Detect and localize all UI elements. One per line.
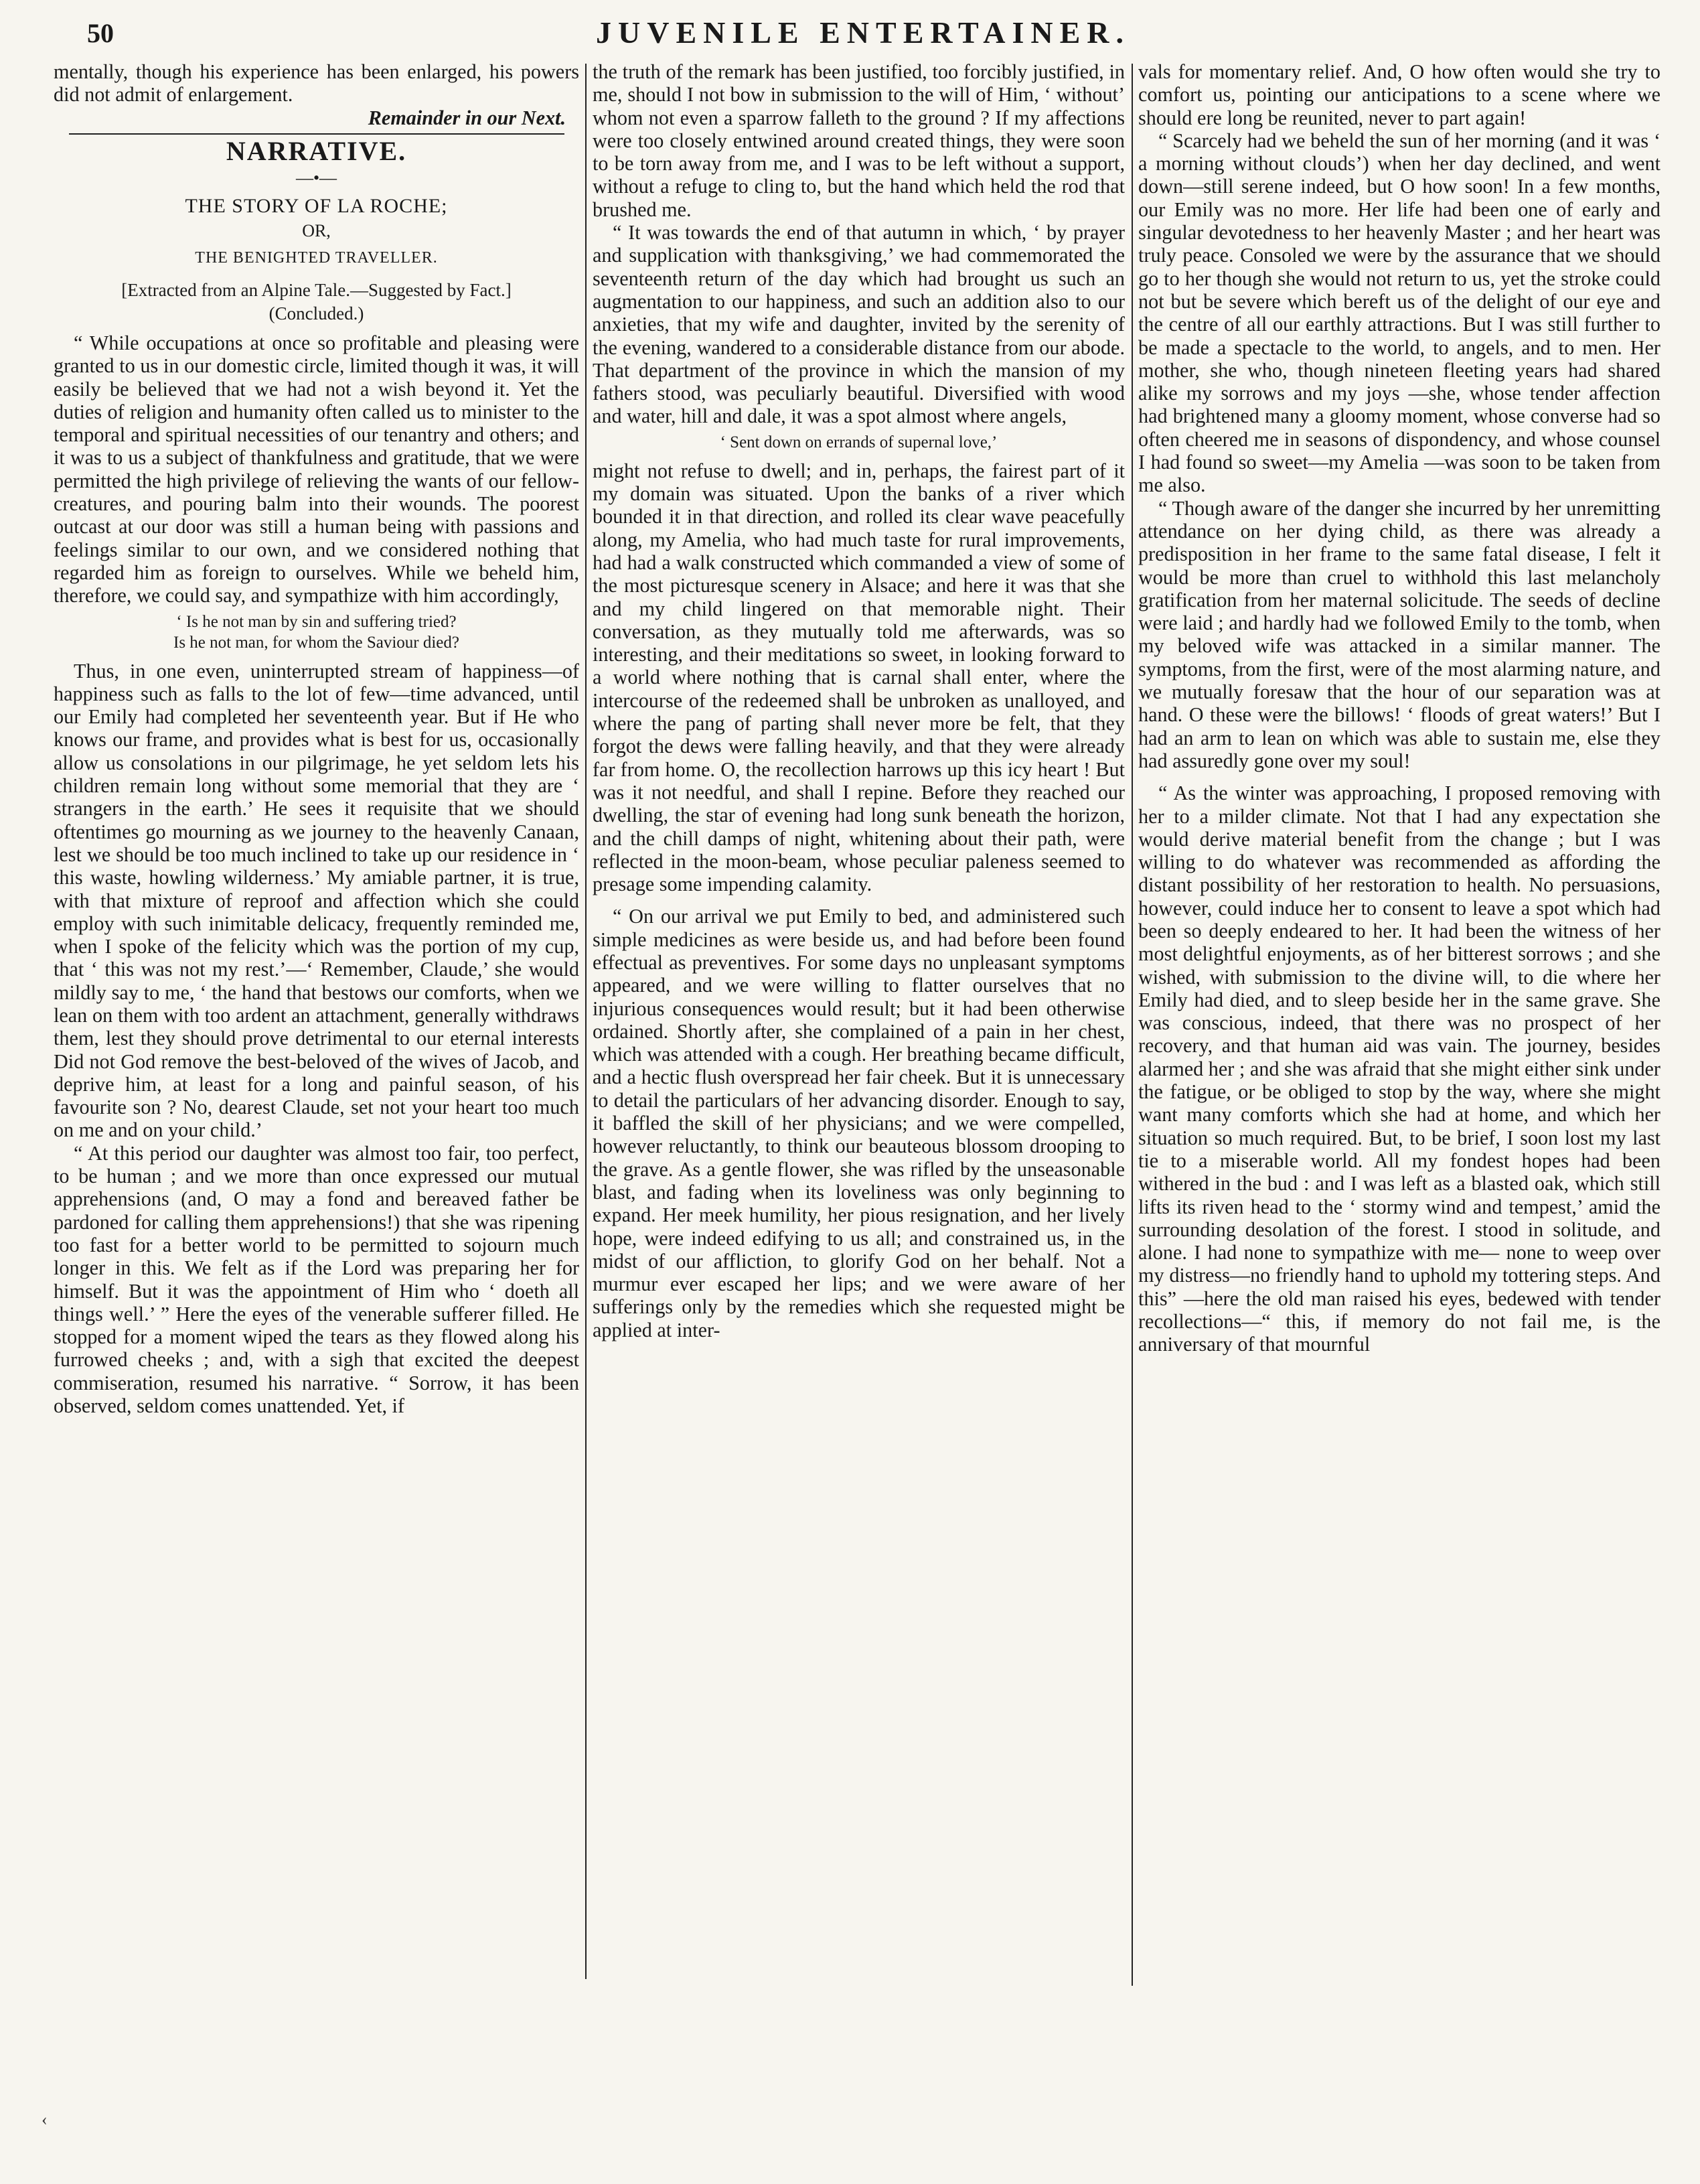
extract-note: [Extracted from an Alpine Tale.—Suggested by Fact.] [121, 280, 512, 301]
section-rule [69, 133, 564, 135]
section-heading: NARRATIVE. [226, 135, 407, 166]
story-title: THE STORY OF LA ROCHE; [185, 195, 448, 218]
paragraph: “ At this period our daughter was almost too fair, too perfect, to be human ; and we more than once expressed our mutual apprehensions (and, O may a fond and bereaved father be pardoned for calling them apprehensions!) that she was ripening too fast for a better world to be permitted to sojourn much longer in this. We felt as if the Lord was preparing her for himself. But it was the appointment of Him who ‘ doeth all things well.’ ” Here the eyes of the venerable sufferer filled. He stopped for a moment wiped the tears as they flowed along his furrowed cheeks ; and, with a sigh that excited the deepest commiseration, resumed his narrative. “ Sorrow, it has been observed, seldom comes unattended. Yet, if [54, 1141, 579, 1418]
paragraph: the truth of the remark has been justified, too forcibly justified, in me, should I not bow in submission to the will of Him, ‘ without’ whom not even a sparrow falleth to the ground ? If my affections were too closely entwined around created things, they were soon to be torn away from me, and I was to be left without a support, without a refuge to cling to, but the hand which held the rod that brushed me. [593, 60, 1125, 221]
paragraph: mentally, though his experience has been enlarged, his powers did not admit of enlargement. [54, 60, 579, 106]
quote-line: ‘ Sent down on errands of supernal love,’ [720, 433, 998, 451]
running-title: JUVENILE ENTERTAINER. [596, 15, 1130, 50]
paragraph: “ Though aware of the danger she incurred by her unremitting attendance on her dying child, as there was already a predisposition in her frame to the same fatal disease, I felt it would be more than cruel to withhold this last melancholy gratification from her maternal solicitude. The seeds of decline were laid ; and hardly had we followed Emily to the tomb, when my beloved wife was attacked in a similar manner. The symptoms, from the first, were of the most alarming nature, and we mutually foresaw that the hour of our separation was at hand. O these were the billows! ‘ floods of great waters!’ But I had an arm to lean on which was able to sustain me, else they had assuredly gone over my soul! [1138, 496, 1660, 772]
poem [54, 611, 579, 653]
paragraph: “ While occupations at once so profitable and pleasing were granted to us in our domestic circle, limited though it was, it will easily be believed that we had not a wish beyond it. Yet the duties of religion and humanity often called us to minister to the temporal and spiritual necessities of our tenantry and others; and it was to us a subject of thankfulness and gratitude, that we were permitted the high privilege of relieving the wants of our fellow-creatures, and pouring balm into their wounds. The poorest outcast at our door was still a human being with passions and feelings similar to our own, and we considered nothing that regarded him as foreign to ourselves. While we beheld him, therefore, we could say, and sympathize with him accordingly, [54, 331, 579, 607]
paragraph: “ On our arrival we put Emily to bed, and administered such simple medicines as were beside us, and had before been found effectual as preventives. For some days no unpleasant symptoms appeared, and we were willing to flatter ourselves that no injurious consequences would result; but it had been otherwise ordained. Shortly after, she complained of a pain in her chest, which was attended with a cough. Her breathing became difficult, and a hectic flush overspread her fair cheek. But it is unnecessary to detail the particulars of her advancing disorder. Enough to say, it baffled the skill of her physicians; and we were compelled, however reluctantly, to think our beauteous blossom drooping to the grave. As a gentle flower, she was rifled by the unseasonable blast, and fading when its loveliness was only beginning to expand. Her meek humility, her pious resignation, and her lively hope, were indeed edifying to us all; and constrained us, in the midst of our affliction, to glorify God on her behalf. Not a murmur ever escaped her lips; and we were aware of her sufferings only by the remedies which she requested might be applied at inter- [593, 905, 1125, 1341]
page-header [87, 12, 1647, 59]
column-right [1138, 60, 1660, 2003]
paragraph: might not refuse to dwell; and in, perhaps, the fairest part of it my domain was situated. Upon the banks of a river which bounded it in that direction, and rolled its clear wave peacefully along, my Amelia, who had much taste for rural improvements, had had a walk constructed which commanded a view of some of the most picturesque scenery in Alsace; and here it was that she and my child lingered on that memorable night. Their conversation, as they mutually told me afterwards, was so interesting, and their meditations so sweet, in looking forward to a world where nothing that is carnal shall enter, where the intercourse of the redeemed shall be unbroken as unalloyed, and where the pang of parting shall never more be felt, that they forgot the dews were falling heavily, and that they were already far from home. O, the recollection harrows up this icy heart ! But was it not needful, and shall I repine. Before they reached our dwelling, the star of evening had long sunk beneath the horizon, and the chill damps of night, whitening about their path, were reflected in the moon-beam, whose peculiar paleness seemed to presage some impending calamity. [593, 459, 1125, 896]
print-mark: ‹ [42, 2110, 48, 2129]
concluded-note: (Concluded.) [268, 303, 364, 323]
paragraph: “ Scarcely had we beheld the sun of her morning (and it was ‘ a morning without clouds’) when her day declined, and went down—still serene indeed, but O how soon! In a few months, our Emily was no more. Her life had been one of early and singular devotedness to her heavenly Master ; and her heart was truly peace. Consoled we were by the assurance that we should go to her though she would not return to us, yet the stroke could not but be severe which bereft us of the delight of our eye and the centre of all our earthly attractions. But I was still further to be made a spectacle to the world, to angels, and to men. Her mother, she who, though nineteen fleeting years had shared alike my sorrows and my joys —she, whose tender affection had brightened many a gloomy moment, whose converse had so often cheered me in seasons of dispondency, and whose counsel I had found so sweet—my Amelia —was soon to be taken from me also. [1138, 129, 1660, 497]
poem-line: Is he not man, for whom the Saviour died? [173, 633, 459, 652]
paragraph: “ It was towards the end of that autumn in which, ‘ by prayer and supplication with thanksgiving,’ we had commemorated the seventeenth return of the day which had brought us such an augmentation to our happiness, and such an addition also to our anxieties, that my wife and daughter, invited by the serenity of the evening, wandered to a considerable distance from our abode. That department of the province in which the mansion of my fathers stood, was peculiarly beautiful. Diversified with wood and water, hill and dale, it was a spot almost where angels, [593, 221, 1125, 428]
remainder-note: Remainder in our Next. [368, 106, 566, 129]
column-divider [585, 64, 587, 1979]
story-or: OR, [302, 220, 331, 240]
column-divider [1132, 64, 1133, 1986]
column-left [54, 60, 579, 2003]
story-subtitle: THE BENIGHTED TRAVELLER. [195, 249, 438, 267]
paragraph: vals for momentary relief. And, O how often would she try to comfort us, pointing our anticipations to a scene where we should ere long be reunited, never to part again! [1138, 60, 1660, 129]
paragraph: “ As the winter was approaching, I proposed removing with her to a milder climate. Not that I had any expectation she would derive material benefit from the change ; but I was willing to do whatever was recommended as affording the distant possibility of her restoration to health. No persuasions, however, could induce her to consent to leave a spot which had been so deeply endeared to her. It had been the witness of her most delightful enjoyments, as of her bitterest sorrows ; and she wished, with submission to the divine will, to die where her Emily had died, and to sleep beside her in the same grave. She was conscious, indeed, that there was no prospect of her recovery, and that human aid was vain. The journey, besides alarmed her ; and she was afraid that she might either sink under the fatigue, or be obliged to stop by the way, where she might want many comforts which she had at home, and which her situation so much required. But, to be brief, I soon lost my last tie to a miserable world. All my fondest hopes had been withered in the bud : and I was left as a blasted oak, which still lifts its riven head to the ‘ stormy wind and tempest,’ amid the surrounding desolation of the forest. I stood in solitude, and alone. I had none to sympathize with me— none to weep over my distress—no friendly hand to uphold my tottering steps. And this” —here the old man raised his eyes, bedewed with tender recollections—“ this, if memory do not fail me, is the anniversary of that mournful [1138, 782, 1660, 1356]
poem-line: ‘ Is he not man by sin and suffering tried? [176, 612, 457, 631]
column-middle [593, 60, 1125, 2003]
paragraph: Thus, in one even, uninterrupted stream of happiness—of happiness such as falls to the lot of few—time advanced, until our Emily had completed her seventeenth year. But if He who knows our frame, and provides what is best for us, occasionally allow us consolations in our pilgrimage, he yet seldom lets his children remain long without some memorial that they are ‘ strangers in the earth.’ He sees it requisite that we should oftentimes go mourning as we journey to the heavenly Canaan, lest we should be too much inclined to take up our residence in ‘ this waste, howling wilderness.’ My amiable partner, it is true, with that mixture of reproof and affection which she could employ with such inimitable delicacy, frequently reminded me, when I spoke of the felicity which was the portion of my cup, that ‘ this was not my rest.’—‘ Remember, Claude,’ she would mildly say to me, ‘ the hand that bestows our comforts, when we lean on them with too ardent an attachment, generally withdraws them, lest they should prove detrimental to our eternal interests Did not God remove the best-beloved of the wives of Jacob, and deprive him, at least for a long and painful season, of his favourite son ? No, dearest Claude, set not your heart too much on me and on your child.’ [54, 659, 579, 1142]
ornament: —•— [295, 168, 337, 188]
page-number: 50 [87, 18, 114, 48]
